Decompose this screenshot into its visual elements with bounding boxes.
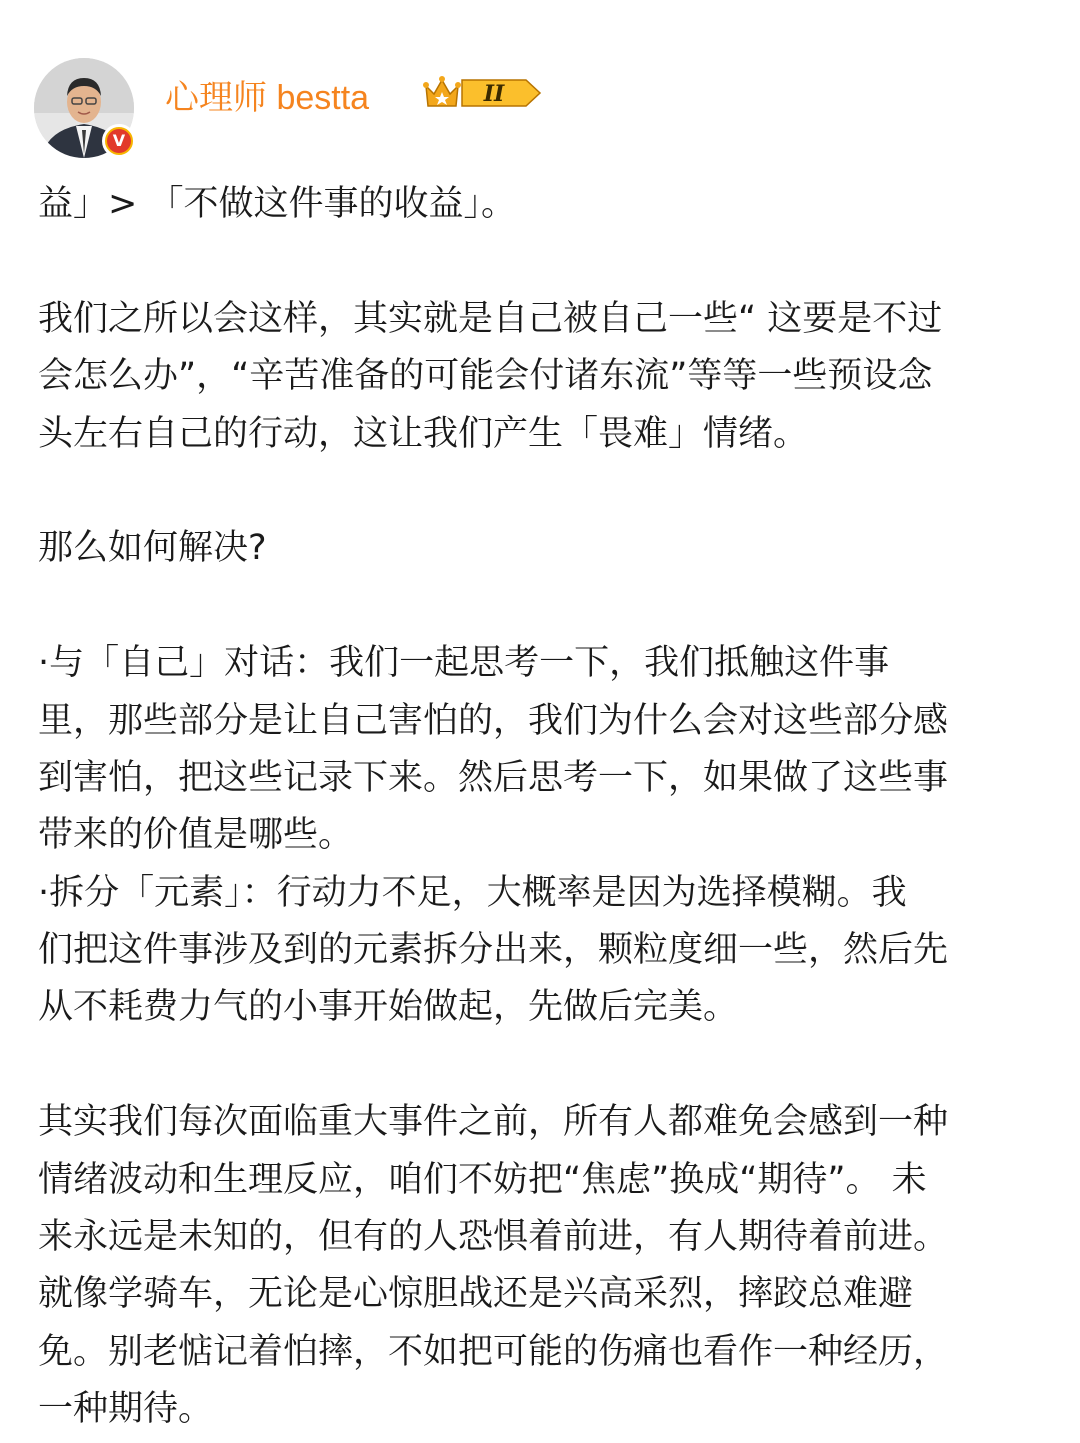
text-line: ·拆分「元素」：行动力不足，大概率是因为选择模糊。我 <box>38 872 907 913</box>
text-line: 里，那些部分是让自己害怕的，我们为什么会对这些部分感 <box>38 700 949 741</box>
paragraph-gap <box>38 233 1042 290</box>
text-line: 免。别老惦记着怕摔，不如把可能的伤痛也看作一种经历， <box>38 1331 949 1372</box>
post-header <box>34 58 1034 162</box>
text-line: 情绪波动和生理反应，咱们不妨把“焦虑”换成“期待”。 未 <box>38 1159 927 1200</box>
text-line: 来永远是未知的，但有的人恐惧着前进，有人期待着前进。 <box>38 1217 949 1258</box>
text-line: 一种期待。 <box>38 1389 214 1430</box>
text-line: 就像学骑车，无论是心惊胆战还是兴高采烈，摔跤总难避 <box>38 1274 914 1315</box>
text-line: 们把这件事涉及到的元素拆分出来，颗粒度细一些，然后先 <box>38 930 949 971</box>
text-line: ·与「自己」对话：我们一起思考一下，我们抵触这件事 <box>38 643 890 684</box>
paragraph-gap <box>38 578 1042 635</box>
author-name[interactable]: 心理师 bestta <box>165 79 370 117</box>
text-line: 从不耗费力气的小事开始做起，先做后完美。 <box>38 987 739 1028</box>
paragraph <box>38 176 1042 233</box>
text-line: 带来的价值是哪些。 <box>38 815 354 856</box>
text-line: 头左右自己的行动，这让我们产生「畏难」情绪。 <box>38 413 809 454</box>
paragraph <box>38 291 1042 463</box>
paragraph-gap <box>38 463 1042 520</box>
text-line: 益」> 「不做这件事的收益」。 <box>38 184 516 224</box>
paragraph <box>38 520 1042 577</box>
text-line: 其实我们每次面临重大事件之前，所有人都难免会感到一种 <box>38 1102 949 1143</box>
vip-level-label: II <box>483 81 505 107</box>
text-line: 那么如何解决? <box>38 528 267 569</box>
paragraph <box>38 1094 1042 1438</box>
text-line: 会怎么办”，“辛苦准备的可能会付诸东流”等等一些预设念 <box>38 356 933 397</box>
text-line: 到害怕，把这些记录下来。然后思考一下，如果做了这些事 <box>38 757 949 798</box>
crown-vip-icon[interactable] <box>422 72 546 110</box>
paragraph <box>38 635 1042 1037</box>
post-body <box>38 176 1042 1439</box>
verified-badge-icon: V <box>102 124 136 158</box>
paragraph-gap <box>38 1037 1042 1094</box>
text-line: 我们之所以会这样，其实就是自己被自己一些“ 这要是不过 <box>38 298 943 339</box>
